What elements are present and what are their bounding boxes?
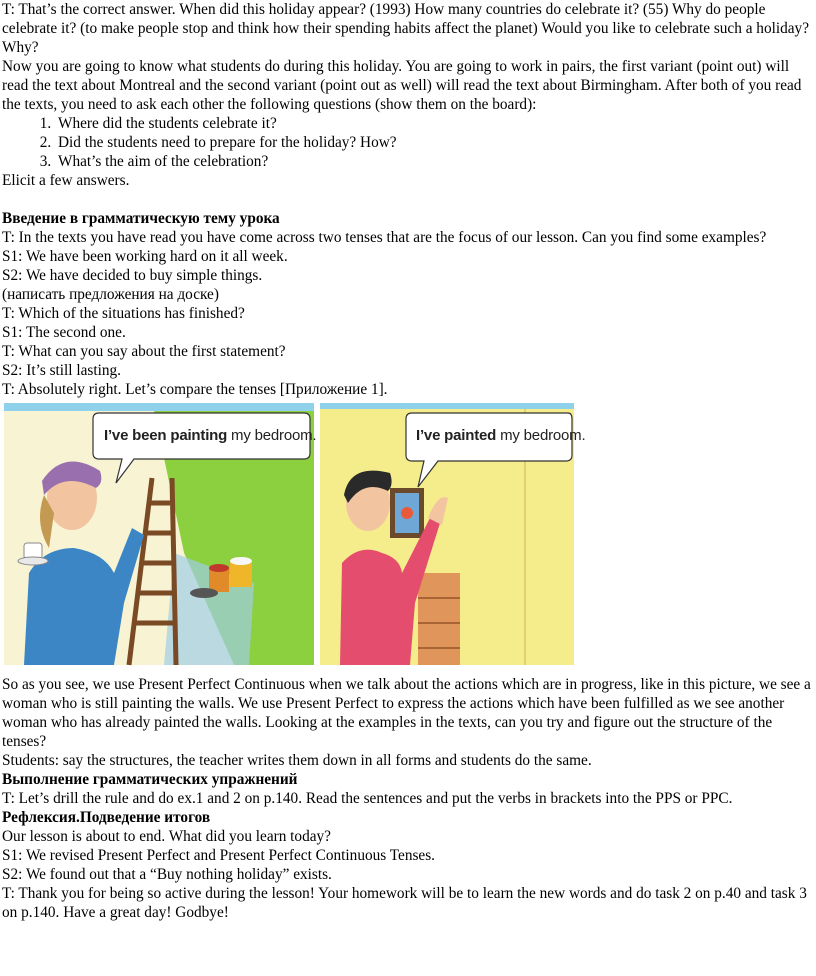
dialogue-line: (написать предложения на доске) (2, 286, 219, 303)
intro-paragraph-2: Now you are going to know what students do during this holiday. You are going to work in pairs, the first variant (point out) will read the text about Montreal and the second variant (point out as well) will read the text about Birmingham. After both of you read the texts, you need to ask each other the following questions (show them on the board): (2, 58, 802, 113)
question-item: 2. Did the students need to prepare for the holiday? How? (55, 133, 814, 152)
bubble-emphasis: I’ve painted (416, 427, 497, 444)
tense-comparison-illustration (4, 403, 586, 665)
spacer (2, 190, 814, 209)
reflection-heading: Рефлексия.Подведение итогов (2, 809, 211, 826)
dialogue-line: S1: We have been working hard on it all week. (2, 248, 288, 265)
dialogue-line: T: What can you say about the first statement? (2, 343, 286, 360)
grammar-intro-heading: Введение в грамматическую тему урока (2, 210, 280, 227)
bubble-rest: my bedroom. (227, 427, 317, 444)
dialogue-line: T: In the texts you have read you have come across two tenses that are the focus of our lesson. Can you find some examples? (2, 229, 767, 246)
bubble-emphasis: I’ve been painting (104, 427, 228, 444)
question-item: 1. Where did the students celebrate it? (55, 114, 814, 133)
painting-in-progress-panel (4, 403, 317, 665)
explanation-paragraph: So as you see, we use Present Perfect Continuous when we talk about the actions which are in progress, like in this picture, we see a woman who is still painting the walls. We use Present Perfect to express the actions which have been fulfilled as we see another woman who has already painted the walls. Looking at the examples in the texts, can you try and figure out the structure of the tenses? (2, 676, 811, 750)
dialogue-line: S1: The second one. (2, 324, 126, 341)
question-list (2, 114, 814, 171)
dialogue-line: S2: It’s still lasting. (2, 362, 121, 379)
exercises-text: T: Let’s drill the rule and do ex.1 and 2 on p.140. Read the sentences and put the verbs in brackets into the PPS or PPC. (2, 790, 733, 807)
painting-finished-panel (320, 403, 586, 665)
intro-paragraph-3: Elicit a few answers. (2, 172, 130, 189)
exercises-heading: Выполнение грамматических упражнений (2, 771, 298, 788)
intro-paragraph-1: T: That’s the correct answer. When did this holiday appear? (1993) How many countries do celebrate it? (55) Why do people celebrate it? (to make people stop and think how their spending habits affect the planet) Would you like to celebrate such a holiday? Why? (2, 1, 809, 56)
explanation-paragraph: Students: say the structures, the teacher writes them down in all forms and students do the same. (2, 752, 592, 769)
reflection-line: T: Thank you for being so active during the lesson! Your homework will be to learn the new words and do task 2 on p.40 and task 3 on p.140. Have a great day! Godbye! (2, 885, 807, 921)
dialogue-line: T: Absolutely right. Let’s compare the tenses [Приложение 1]. (2, 381, 388, 398)
question-item: 3. What’s the aim of the celebration? (55, 152, 814, 171)
dialogue-line: S2: We have decided to buy simple things. (2, 267, 263, 284)
bubble-rest: my bedroom. (496, 427, 586, 444)
reflection-line: S1: We revised Present Perfect and Present Perfect Continuous Tenses. (2, 847, 436, 864)
left-speech-bubble (104, 426, 316, 445)
dialogue-line: T: Which of the situations has finished? (2, 305, 245, 322)
right-speech-bubble (416, 426, 585, 445)
reflection-line: Our lesson is about to end. What did you learn today? (2, 828, 331, 845)
reflection-line: S2: We found out that a “Buy nothing holiday” exists. (2, 866, 332, 883)
